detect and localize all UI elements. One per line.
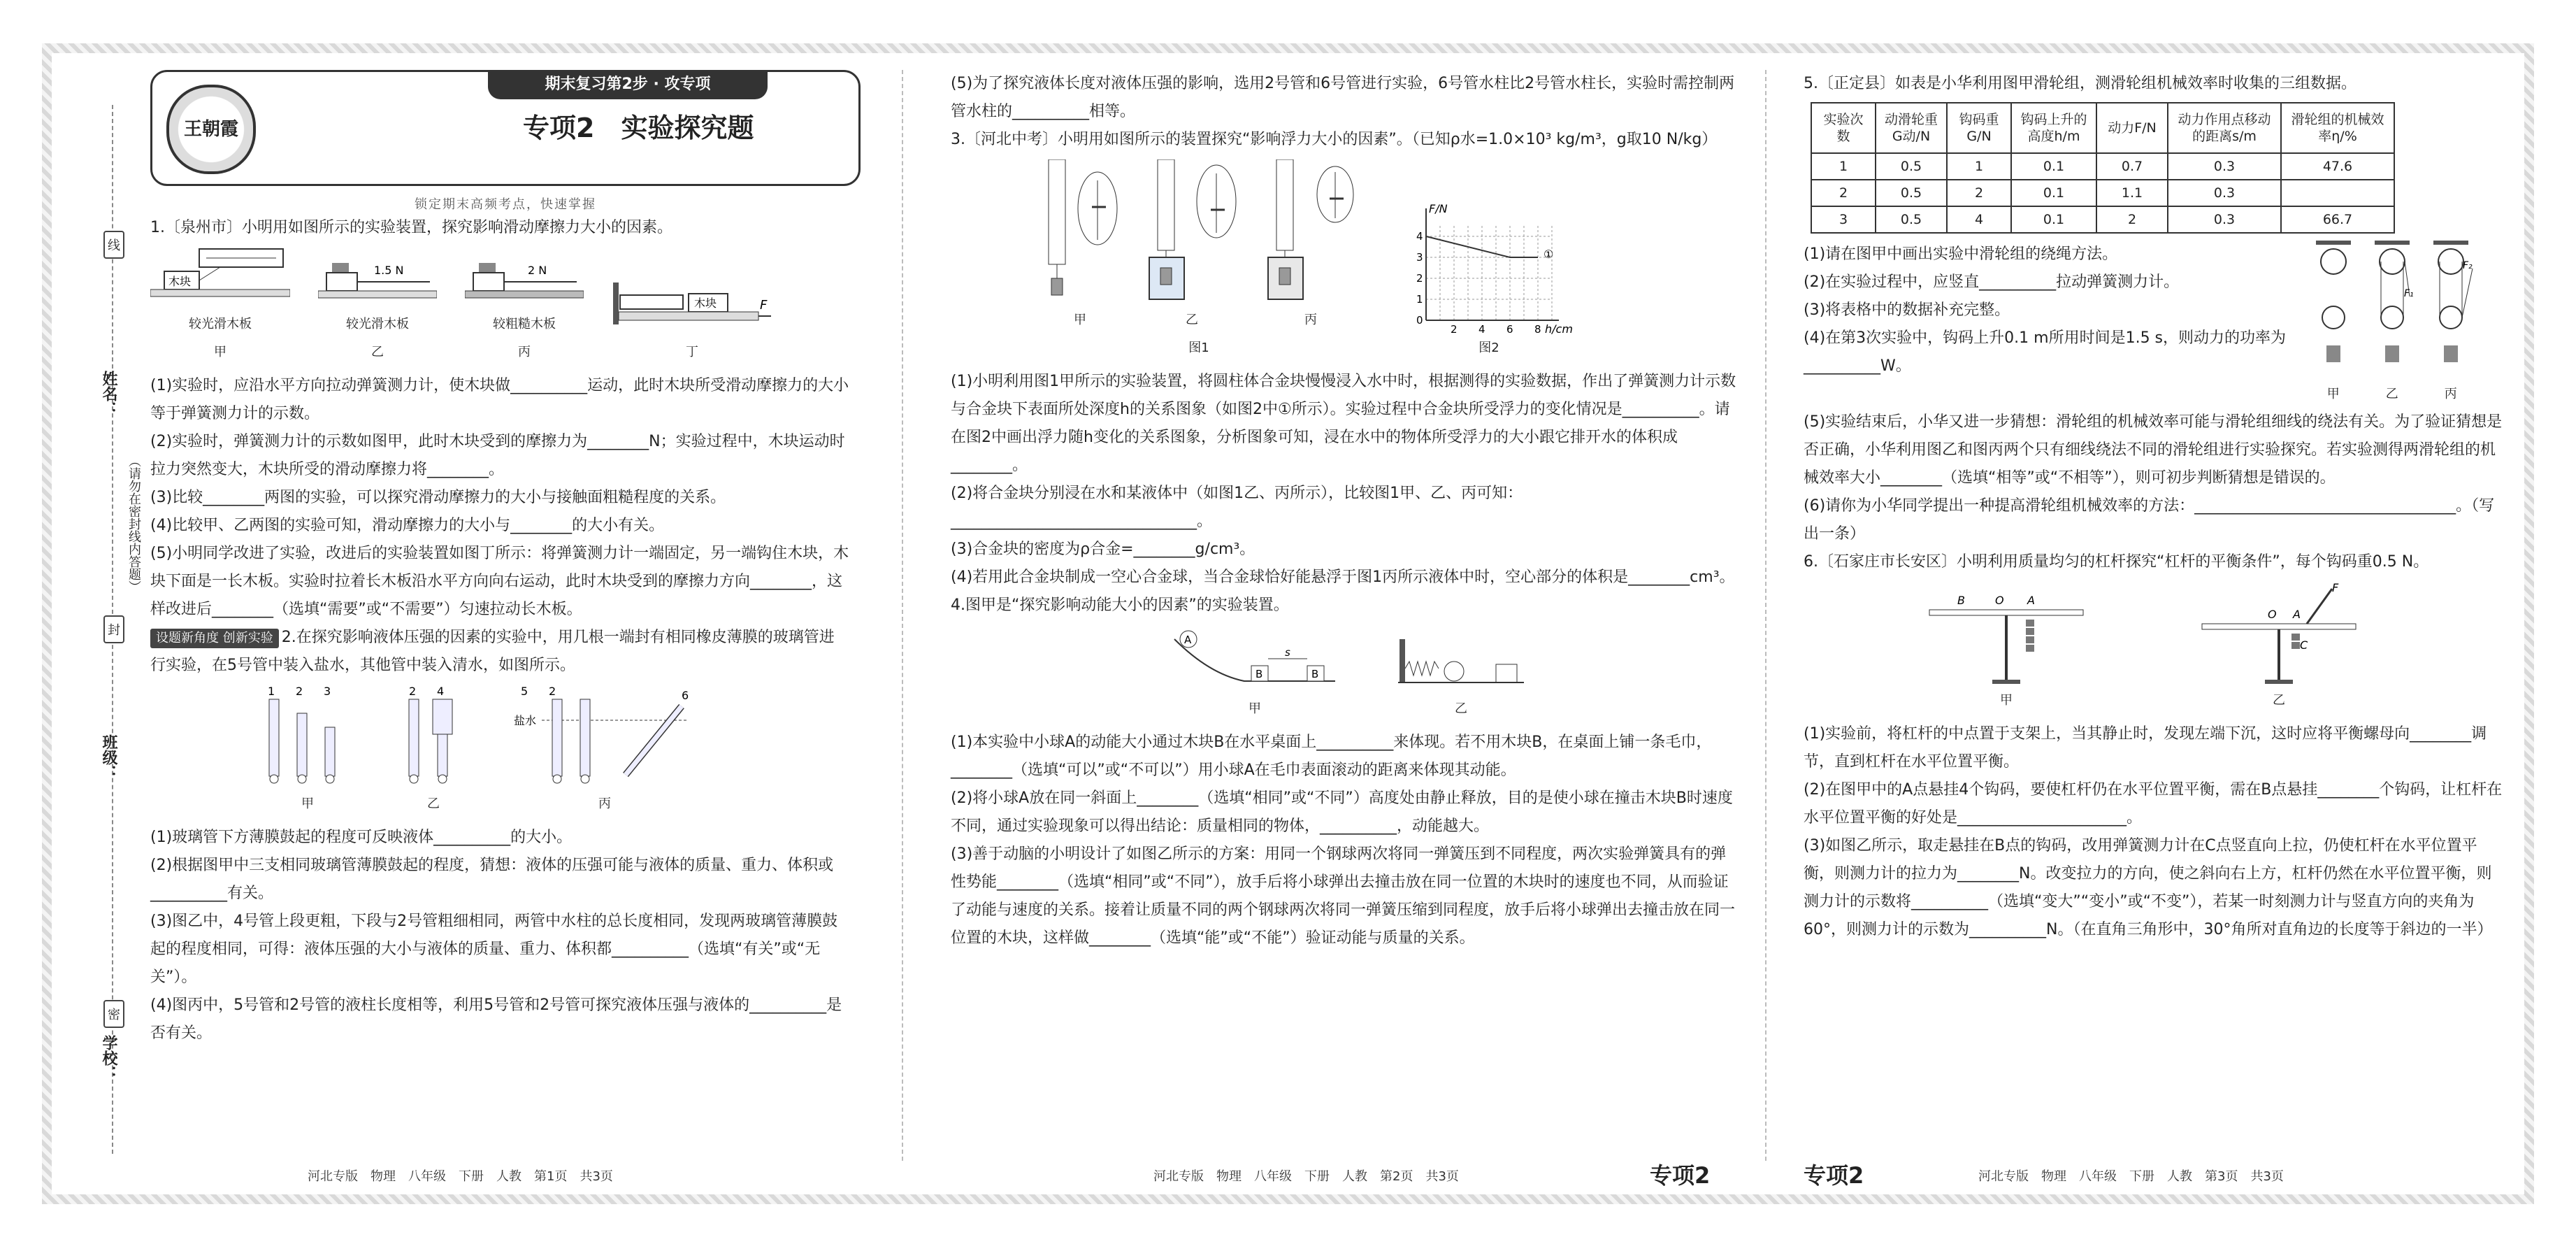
table-header-cell: 钩码上升的高度h/m [2011, 103, 2096, 153]
q3-figure [1265, 159, 1356, 334]
q1-part: (1)实验时，应沿水平方向拉动弹簧测力计，使木块做__________运动，此时木块所受滑动摩擦力的大小等于弹簧测力计的示数。 [150, 377, 849, 422]
page-title: 专项2 实验探究题 [523, 113, 754, 143]
y-axis-label: F/N [1429, 202, 1448, 215]
pulley-data-table [1811, 102, 2395, 234]
pulley-system-diagram [2309, 241, 2358, 380]
svg-text:O: O [2268, 608, 2277, 621]
kinetic-energy-ramp-diagram [1167, 625, 1342, 695]
wood-block-label: 木块 [694, 296, 717, 310]
svg-text:1: 1 [268, 685, 275, 698]
spring-launcher-diagram [1398, 625, 1524, 695]
figure-label: 甲 [2326, 387, 2340, 401]
q1-figures [150, 248, 849, 366]
svg-text:5: 5 [521, 685, 528, 698]
q3-part: (1)小明利用图1甲所示的实验装置，将圆柱体合金块慢慢浸入水中时，根据测得的实验数据，作出了弹簧测力计示数与合金块下表面所处深度h的关系图象（如图2中①所示）。实验过程中合金块所受浮力的变化情况是__________。请在图2中画出浮力随h变化的关系图象，分析图象可知，浸在水中的物体所受浮力的大小跟它排开水的体积成________。 [951, 373, 1736, 474]
q4-part: (1)本实验中小球A的动能大小通过木块B在水平桌面上__________来体现。若不用木块B，在桌面上铺一条毛巾，________（选填“可以”或“不可以”）用小球A在毛巾表面滚动的距离来体现其动能。 [951, 734, 1712, 779]
q5-left-text [1804, 241, 2302, 408]
force-label: 2 N [528, 264, 547, 277]
force-label: F [760, 298, 768, 313]
q1-figure [612, 276, 772, 366]
table-header-cell: 动力F/N [2096, 103, 2168, 153]
q2-part: (5)为了探究液体长度对液体压强的影响，选用2号管和6号管进行实验，6号管水柱比2号管水柱长，实验时需控制两管水柱的__________相等。 [951, 75, 1735, 120]
table-row: 2 0.5 2 0.1 1.1 0.3 [1811, 180, 2394, 206]
pulley-system-diagram [2426, 241, 2475, 380]
lever-diagram [1922, 582, 2090, 687]
school-field-label: 学校： [100, 1035, 117, 1081]
pulley-system-diagram [2368, 241, 2417, 380]
page-header [150, 70, 861, 212]
table-header-cell: 滑轮组的机械效率η/% [2281, 103, 2394, 153]
q3-figure [1146, 159, 1237, 334]
lever-figure [2195, 582, 2363, 715]
svg-text:2: 2 [409, 685, 417, 698]
q4-figure [1398, 625, 1524, 723]
svg-text:s: s [1285, 646, 1290, 659]
question-6: 6.〔石家庄市长安区〕小明利用质量均匀的杠杆探究“杠杆的平衡条件”，每个钩码重0.5 N。 [1804, 553, 2429, 571]
improved-friction-diagram [612, 276, 772, 338]
svg-text:6: 6 [682, 689, 689, 702]
q4-figure [1167, 625, 1342, 723]
q6-part: (1)实验前，将杠杆的中点置于支架上，当其静止时，发现左端下沉，这时应将平衡螺母向________调节，直到杠杆在水平位置平衡。 [1804, 725, 2487, 771]
y-tick: 0 [1416, 314, 1423, 327]
q5-part: (6)请你为小华同学提出一种提高滑轮组机械效率的方法：__________________________________。（写出一条） [1804, 497, 2495, 543]
svg-text:A: A [1184, 634, 1192, 646]
friction-setup-diagram [318, 248, 437, 310]
q5-part: (2)在实验过程中，应竖直__________拉动弹簧测力计。 [1804, 273, 2180, 291]
force-depth-graph [1398, 201, 1580, 334]
table-row: 1 0.5 1 0.1 0.7 0.3 47.6 [1811, 153, 2394, 180]
column-divider [902, 70, 903, 1161]
svg-text:O: O [1995, 594, 2004, 607]
question-3: 3.〔河北中考〕小明用如图所示的装置探究“影响浮力大小的因素”。（已知ρ水=1.0×10³ kg/m³，g取10 N/kg） [951, 131, 1718, 148]
pulley-figures [2302, 241, 2503, 408]
svg-text:B: B [1255, 668, 1263, 680]
q3-figures [951, 159, 1741, 362]
figure-label: 乙 [2273, 693, 2285, 708]
figure-label: 甲 [1074, 313, 1086, 327]
pulley-figure [2309, 241, 2358, 408]
seal-mark: 线 [103, 231, 124, 259]
q2-figures [150, 685, 849, 818]
column-3 [1804, 70, 2503, 944]
name-field-label: 姓名： [100, 371, 117, 417]
question-tag: 设题新角度 创新实验 [150, 629, 279, 648]
svg-text:F₁: F₁ [2403, 288, 2414, 299]
svg-text:C: C [2300, 638, 2308, 652]
q3-figure [1042, 159, 1118, 334]
spring-scale-diagram [1146, 159, 1237, 306]
table-header-cell: 动滑轮重G动/N [1876, 103, 1947, 153]
q5-part: (1)请在图甲中画出实验中滑轮组的绕绳方法。 [1804, 245, 2118, 263]
column-divider [1765, 70, 1766, 1161]
svg-text:3: 3 [324, 685, 331, 698]
pulley-figure [2426, 241, 2475, 408]
table-header-cell: 动力作用点移动的距离s/m [2168, 103, 2281, 153]
figure-label: 丙 [598, 796, 611, 811]
table-row: 3 0.5 4 0.1 2 0.3 66.7 [1811, 206, 2394, 233]
figure-caption: 较粗糙木板 [493, 317, 556, 331]
y-tick: 2 [1416, 272, 1423, 285]
q3-part: (4)若用此合金块制成一空心合金球，当合金球恰好能悬浮于图1丙所示液体中时，空心部分的体积是________cm³。 [951, 569, 1735, 586]
glass-tubes-diagram [402, 685, 465, 790]
figure-caption: 较光滑木板 [189, 317, 252, 331]
question-2-text: 2.在探究影响液体压强的因素的实验中，用几根一端封有相同橡皮薄膜的玻璃管进行实验，在5号管中装入盐水，其他管中装入清水，如图所示。 [150, 629, 835, 674]
q1-part: (2)实验时，弹簧测力计的示数如图甲，此时木块受到的摩擦力为________N；实验过程中，木块运动时拉力突然变大，木块所受的滑动摩擦力将________。 [150, 433, 845, 478]
column-2 [951, 70, 1741, 952]
svg-text:4: 4 [437, 685, 445, 698]
q2-part: (4)图丙中，5号管和2号管的液柱长度相等，利用5号管和2号管可探究液体压强与液体的__________是否有关。 [150, 996, 842, 1042]
q5-part: (3)将表格中的数据补充完整。 [1804, 301, 2010, 319]
seal-note: （请勿在密封线内答题） [127, 455, 141, 593]
figure-label: 乙 [1455, 701, 1467, 716]
pulley-figure [2368, 241, 2417, 408]
svg-text:F₂: F₂ [2462, 260, 2473, 271]
figure-label: 甲 [301, 796, 314, 811]
q6-part: (3)如图乙所示，取走悬挂在B点的钩码，改用弹簧测力计在C点竖直向上拉，仍使杠杆在水平位置平衡，则测力计的拉力为________N。改变拉力的方向，使之斜向右上方，杠杆仍然在水平位置平衡，则测力计的示数将__________（选填“变大”“变小”或“不变”），若某一时刻测力计与竖直方向的夹角为60°，则测力计的示数为__________N。（在直角三角形中，30°角所对直角边的长度等于斜边的一半） [1804, 837, 2493, 938]
question-2 [150, 624, 849, 680]
figure-label: 丁 [686, 345, 698, 359]
spring-scale-diagram [1265, 159, 1356, 306]
q1-figure [150, 248, 290, 366]
seal-mark: 密 [103, 1000, 124, 1028]
q4-part: (3)善于动脑的小明设计了如图乙所示的方案：用同一个钢球两次将同一弹簧压到不同程度，两次实验弹簧具有的弹性势能________（选填“相同”或“不同”），放手后将小球弹出去撞击放在同一位置的木块时的速度也不同，从而验证了动能与速度的关系。接着让质量不同的两个钢球两次将同一弹簧压缩到同程度，放手后将小球弹出去撞击放在同一位置的木块，这样做________（选填“能”或“不能”）验证动能与质量的关系。 [951, 845, 1736, 947]
y-tick: 3 [1416, 251, 1423, 264]
x-tick: 2 [1451, 323, 1458, 334]
q2-part: (2)根据图甲中三支相同玻璃管薄膜鼓起的程度，猜想：液体的压强可能与液体的质量、重力、体积或__________有关。 [150, 857, 834, 902]
column-1 [150, 70, 849, 1048]
figure-label: 甲 [1249, 701, 1261, 716]
y-tick: 1 [1416, 293, 1423, 306]
wood-block-label: 木块 [168, 275, 192, 288]
section-mark: 专项2 [1650, 1162, 1711, 1189]
table-header-cell: 实验次数 [1811, 103, 1876, 153]
q4-part: (2)将小球A放在同一斜面上________（选填“相同”或“不同”）高度处由静止释放，目的是使小球在撞击木块B时速度不同，通过实验现象可以得出结论：质量相同的物体，__________，动能越大。 [951, 789, 1733, 835]
figure-label: 丙 [518, 345, 531, 359]
spring-scale-diagram [1042, 159, 1118, 306]
fig2-group [1398, 201, 1580, 362]
seal-mark: 封 [103, 615, 124, 643]
y-tick: 4 [1416, 230, 1423, 243]
page-footer: 河北专版 物理 八年级 下册 人教 第1页 共3页 [308, 1169, 613, 1184]
q6-part: (2)在图甲中的A点悬挂4个钩码，要使杠杆仍在水平位置平衡，需在B点悬挂________个钩码，让杠杆在水平位置平衡的好处是______________________。 [1804, 781, 2503, 827]
fig1-group [1042, 159, 1356, 362]
q1-part: (5)小明同学改进了实验，改进后的实验装置如图丁所示：将弹簧测力计一端固定，另一端钩住木块，木块下面是一长木板。实验时拉着长木板沿水平方向向右运动，此时木块受到的摩擦力方向________，这样改进后________（选填“需要”或“不需要”）匀速拉动长木板。 [150, 545, 849, 618]
q2-figure [402, 685, 465, 818]
figure-label: 乙 [2385, 387, 2398, 401]
figure-label: 丙 [2444, 387, 2457, 401]
friction-setup-diagram [465, 248, 584, 310]
figure-label: 乙 [1186, 313, 1198, 327]
q3-part: (3)合金块的密度为ρ合金=________g/cm³。 [951, 541, 1255, 558]
x-tick: 6 [1506, 323, 1513, 334]
glass-tubes-diagram [262, 685, 353, 790]
figure-label: 甲 [2000, 693, 2013, 708]
page-footer: 河北专版 物理 八年级 下册 人教 第2页 共3页 [1153, 1169, 1459, 1184]
svg-text:B: B [1957, 594, 1965, 607]
svg-text:F: F [2332, 582, 2339, 594]
q1-part: (4)比较甲、乙两图的实验可知，滑动摩擦力的大小与________的大小有关。 [150, 517, 665, 534]
lever-figure [1922, 582, 2090, 715]
q1-figure [318, 248, 437, 366]
page-subtitle: 锁定期末高频考点，快速掌握 [415, 197, 596, 212]
svg-text:B: B [1311, 668, 1319, 680]
table-header-row [1811, 103, 2394, 153]
question-1: 1.〔泉州市〕小明用如图所示的实验装置，探究影响滑动摩擦力大小的因素。 [150, 219, 672, 236]
force-label: 1.5 N [374, 264, 404, 277]
svg-text:2: 2 [549, 685, 556, 698]
figure-caption: 较光滑木板 [346, 317, 409, 331]
class-field-label: 班级： [100, 734, 117, 780]
series-mark: ① [1544, 248, 1554, 261]
brand-logo: 王朝霞 [166, 85, 256, 174]
question-5: 5.〔正定县〕如表是小华利用图甲滑轮组，测滑轮组机械效率时收集的三组数据。 [1804, 75, 2356, 92]
page-footer: 河北专版 物理 八年级 下册 人教 第3页 共3页 [1978, 1169, 2284, 1184]
figure-label: 甲 [214, 345, 226, 359]
figure-label: 乙 [427, 796, 440, 811]
lever-diagram [2195, 582, 2363, 687]
q2-figure [262, 685, 353, 818]
q1-part: (3)比较________两图的实验，可以探究滑动摩擦力的大小与接触面粗糙程度的关系。 [150, 489, 726, 506]
x-axis-label: h/cm [1545, 322, 1573, 334]
figure-number: 图1 [1188, 341, 1209, 355]
section-mark: 专项2 [1804, 1162, 1864, 1189]
svg-text:A: A [2293, 608, 2301, 621]
binding-strip [56, 105, 141, 1154]
q2-part: (3)图乙中，4号管上段更粗，下段与2号管粗细相同，两管中水柱的总长度相同，发现两玻璃管薄膜鼓起的程度相同，可得：液体压强的大小与液体的质量、重力、体积都__________（选填“有关”或“无关”）。 [150, 913, 838, 986]
figure-label: 丙 [1304, 313, 1317, 327]
svg-text:2: 2 [296, 685, 303, 698]
q2-figure [514, 685, 696, 818]
salt-water-label: 盐水 [514, 714, 537, 727]
figure-label: 乙 [371, 345, 384, 359]
figure-number: 图2 [1478, 341, 1499, 355]
glass-tubes-diagram [514, 685, 696, 790]
svg-text:A: A [2027, 594, 2035, 607]
friction-setup-diagram [150, 248, 290, 310]
header-banner: 期末复习第2步 · 攻专项 [488, 70, 768, 99]
q5-part: (5)实验结束后，小华又进一步猜想：滑轮组的机械效率可能与滑轮组细线的绕法有关。为了验证猜想是否正确，小华利用图乙和图丙两个只有细线绕法不同的滑轮组进行实验探究。若实验测得两滑轮组的机械效率大小________（选填“相等”或“不相等”），则可初步判断猜想是错误的。 [1804, 413, 2503, 487]
question-4: 4.图甲是“探究影响动能大小的因素”的实验装置。 [951, 596, 1289, 614]
x-tick: 8 [1534, 323, 1541, 334]
x-tick: 4 [1478, 323, 1485, 334]
table-header-cell: 钩码重G/N [1947, 103, 2011, 153]
q1-figure [465, 248, 584, 366]
q6-figures [1804, 582, 2503, 715]
q5-part: (4)在第3次实验中，钩码上升0.1 m所用时间是1.5 s，则动力的功率为__________W。 [1804, 329, 2287, 375]
q3-part: (2)将合金块分别浸在水和某液体中（如图1乙、丙所示），比较图1甲、乙、丙可知：________________________________。 [951, 485, 1523, 530]
q4-figures [951, 625, 1741, 723]
q2-part: (1)玻璃管下方薄膜鼓起的程度可反映液体__________的大小。 [150, 829, 573, 846]
